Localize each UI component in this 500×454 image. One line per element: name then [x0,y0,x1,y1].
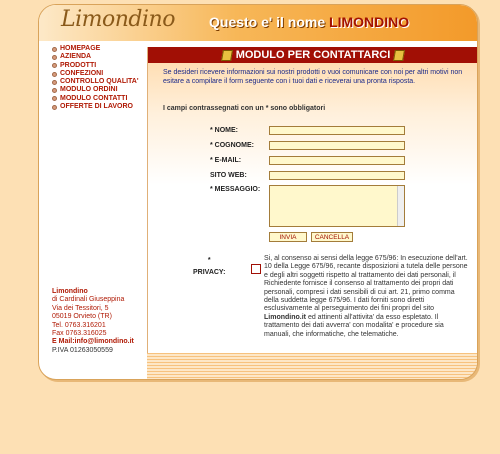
privacy-checkbox[interactable] [251,264,261,274]
email-link[interactable]: E Mail:info@limondino.it [52,338,134,346]
label-cognome: * COGNOME: [210,142,254,149]
site-logo[interactable]: Limondino [61,7,175,32]
sidebar-item-offerte-di-lavoro[interactable] [52,103,143,111]
required-note: I campi contrassegnati con un * sono obbligatori [163,105,326,112]
sidebar-item-label: HOMEPAGE [60,45,101,52]
header-tagline [209,14,409,30]
bullet-icon [52,80,57,85]
address-line: 05019 Orvieto (TR) [52,313,112,321]
clear-button[interactable]: CANCELLA [311,232,353,242]
sidebar-nav [39,45,143,111]
sidebar-item-label: MODULO ORDINI [60,86,118,94]
lemon-icon [393,50,405,61]
sidebar-item-label: PRODOTTI [60,61,97,69]
fax-number: Fax 0763.316025 [52,330,107,338]
header-banner [39,5,477,41]
sidebar-item-confezioni[interactable] [52,70,143,78]
company-name: Limondino [52,288,88,295]
page-frame [38,4,478,380]
sidebar-item-controllo-qualita[interactable] [52,78,143,86]
privacy-text-body: Si, al consenso ai sensi della legge 675/96: In esecuzione dell'art. 10 della Legge 675/96, recante disposizioni a tutela delle persone e degli altri soggetti rispetto al trattamento dei dati personali, il Richiedente fornisce il consenso al trattamento dei propri dati personali, compresi i dati sensibili di cui art. 21, primo comma della suddetta legge 675/96. I dati forniti sono diretti esclusivamente al perseguimento dei fini propri del sito [264,255,468,313]
privacy-label [193,255,225,279]
company-address [52,288,134,355]
cognome-input[interactable] [269,141,405,150]
sidebar-item-label: MODULO CONTATTI [60,94,128,102]
intro-text: Se desideri ricevere informazioni sui nostri prodotti o vuoi comunicare con noi per altri motivi non esitare a compilare il form seguente con i tuoi dati e riceverai una pronta risposta. [163,69,463,85]
sidebar-item-modulo-ordini[interactable] [52,86,143,94]
bullet-icon [52,88,57,93]
label-sito-web: SITO WEB: [210,172,247,179]
bullet-icon [52,96,57,101]
tagline-brand: LIMONDINO [329,14,410,30]
tagline-prefix: Questo e' il nome [209,14,330,30]
main-menu [39,45,143,111]
required-star: * [207,257,211,264]
sidebar-item-label: CONTROLLO QUALITA' [60,78,139,86]
bullet-icon [52,47,57,52]
nome-input[interactable] [269,126,405,135]
privacy-text [264,255,470,339]
send-button[interactable]: INVIA [269,232,307,242]
bullet-icon [52,72,57,77]
vat-number: P.IVA 01263050559 [52,346,113,354]
lemon-icon [221,50,233,61]
messaggio-textarea[interactable] [269,185,405,227]
page-title: MODULO PER CONTATTARCI [235,49,391,61]
address-line: Via dei Tessitori, 5 [52,304,109,312]
email-input[interactable] [269,156,405,165]
label-email: * E-MAIL: [210,157,242,164]
sidebar-item-homepage[interactable] [52,45,143,53]
bullet-icon [52,55,57,60]
form-title-bar [148,47,478,63]
textarea-scrollbar[interactable] [397,186,404,226]
sidebar-item-prodotti[interactable] [52,62,143,70]
sidebar-item-modulo-contatti[interactable] [52,95,143,103]
bullet-icon [52,63,57,68]
sidebar-item-label: AZIENDA [60,53,92,61]
phone-number: Tel. 0763.316201 [52,321,106,329]
address-line: di Cardinali Giuseppina [52,296,125,304]
sidebar-item-label: OFFERTE DI LAVORO [60,103,133,111]
privacy-text-end: ed attinenti all'attivita' da esso espletato. Il trattamento dei dati avverra' con modalita' e procedure sia manuali, che informatiche, che telematiche. [264,313,444,338]
sidebar-item-azienda[interactable] [52,53,143,61]
bullet-icon [52,105,57,110]
label-nome: * NOME: [210,127,238,134]
contact-form-panel [147,47,478,353]
label-messaggio: * MESSAGGIO: [210,186,261,193]
footer-strip [147,353,477,379]
sidebar-item-label: CONFEZIONI [60,69,104,77]
sito-web-input[interactable] [269,171,405,180]
privacy-label-text: PRIVACY: [193,269,226,276]
site-name: Limondino.it [264,313,306,321]
